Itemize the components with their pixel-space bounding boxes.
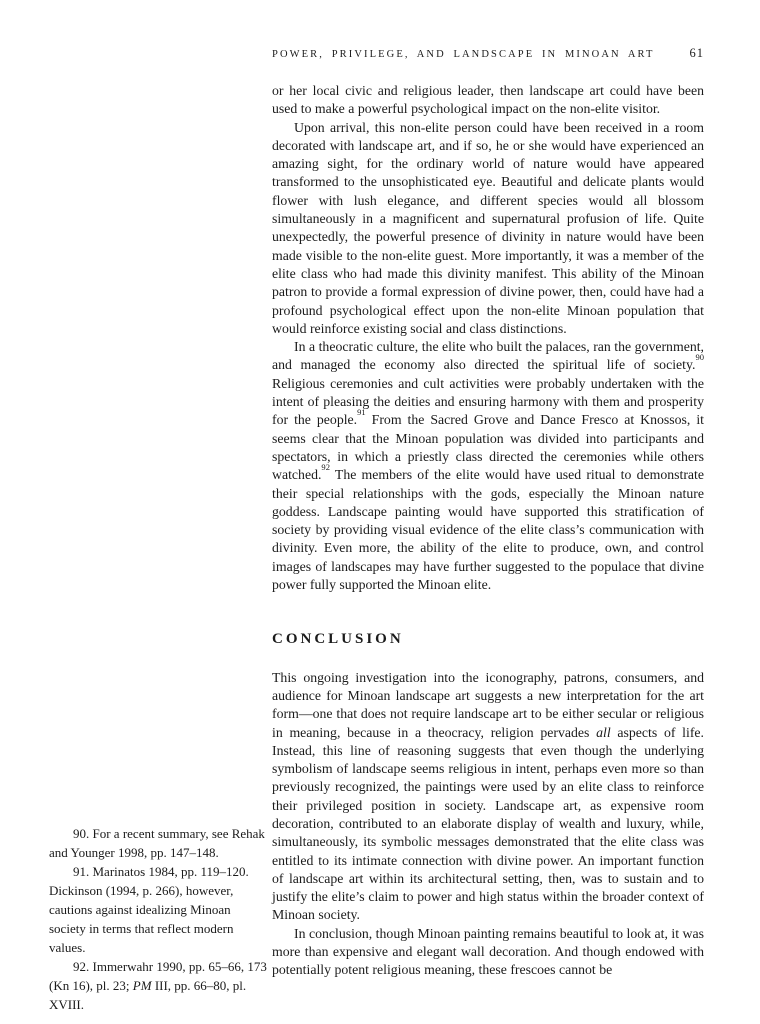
footnote-91: 91. Marinatos 1984, pp. 119–120. Dickinson (1994, p. 266), however, cautions against idealizing Minoan society in terms that reflect modern values.: [49, 864, 249, 955]
footnote-text: III, pp. 66–80, pl. XVIII.: [49, 978, 247, 1012]
footnote-marker-91: 91: [357, 406, 366, 417]
paragraph-text: aspects of life. Instead, this line of reasoning suggests that even though the underlying symbolism of landscape seems religious in intent, perhaps even more so than previously recognized, the paintings were used by an elite class to reinforce their privileged position in society. Landscape art, as expensive room decoration, contributed to an elaborate display of wealth and luxury, while, simultaneously, its symbolic messages demonstrated that the elite class was entitled to its intimate connection with divine power. An important function of landscape art within its architectural setting, then, was to sustain and to justify the elite’s claim to power and high status within the broader context of Minoan society.: [272, 724, 705, 923]
footnote-90: 90. For a recent summary, see Rehak and Younger 1998, pp. 147–148.: [49, 826, 265, 860]
footnote-marker-90: 90: [695, 352, 704, 363]
paragraph-text: In a theocratic culture, the elite who built the palaces, ran the government, and managed the economy also directed the spiritual life of society.: [272, 339, 704, 373]
running-head: [272, 46, 704, 61]
running-head-title: POWER, PRIVILEGE, AND LANDSCAPE IN MINOAN ART: [272, 49, 655, 60]
footnote-text: 92. Immerwahr 1990, pp. 65–66, 173 (Kn 16), pl. 23;: [49, 959, 267, 993]
paragraph-conclusion-first: [272, 669, 704, 925]
italic-word-all: all: [596, 724, 611, 740]
conclusion-heading: CONCLUSION: [272, 631, 404, 648]
paragraph-upon-arrival: Upon arrival, this non-elite person could have been received in a room decorated with landscape art, and if so, he or she would have experienced an amazing sight, for the ordinary world of nature would have appeared transformed to the unsophisticated eye. Beautiful and delicate plants would flower with lush elegance, and different species would all blossom simultaneously in a magnificent and supernatural profusion of life. Quite unexpectedly, the powerful presence of divinity in nature would have been made visible to the non-elite guest. More importantly, it was a member of the elite class who had made this divinity manifest. This ability of the Minoan patron to provide a formal expression of divine power, then, could have had a profound psychological effect upon the non-elite Minoan population that would reinforce existing social and class distinctions.: [272, 119, 704, 336]
paragraph-theocratic-culture: [272, 338, 704, 594]
page-number: 61: [689, 46, 704, 60]
paragraph-text: This ongoing investigation into the iconography, patrons, consumers, and audience for Minoan landscape art suggests a new interpretation for the art form—one that does not require landscape art to be either secular or religious in meaning, because in a theocracy, religion pervades: [272, 669, 704, 740]
paragraph-text: Religious ceremonies and cult activities were probably undertaken with the intent of pleasing the deities and ensuring harmony with them and prosperity for the people.: [272, 375, 704, 428]
main-text-column: [272, 82, 704, 980]
paragraph-text: From the Sacred Grove and Dance Fresco at Knossos, it seems clear that the Minoan population was divided into participants and spectators, in which a priestly class directed the ceremonies while others watched.: [272, 412, 704, 483]
paragraph-continuation: or her local civic and religious leader, then landscape art could have been used to make a powerful psychological impact on the non-elite visitor.: [272, 83, 704, 117]
paragraph-in-conclusion: In conclusion, though Minoan painting remains beautiful to look at, it was more than expensive and elegant wall decoration. And though endowed with potentially potent religious meaning, these frescoes cannot be: [272, 925, 704, 978]
footnote-92: [49, 957, 267, 1014]
italic-abbrev-pm: PM: [132, 978, 152, 993]
paragraph-text: The members of the elite would have used ritual to demonstrate their special relationships with the gods, especially the Minoan nature goddess. Landscape painting would have supported this stratification of society by providing visual evidence of the elite class’s communication with divinity. Even more, the ability of the elite to produce, own, and control images of landscapes may have further suggested to the populace that divine power fully supported the Minoan elite.: [272, 467, 704, 593]
footnote-marker-92: 92: [321, 461, 330, 472]
footnotes-column: [49, 824, 267, 1014]
